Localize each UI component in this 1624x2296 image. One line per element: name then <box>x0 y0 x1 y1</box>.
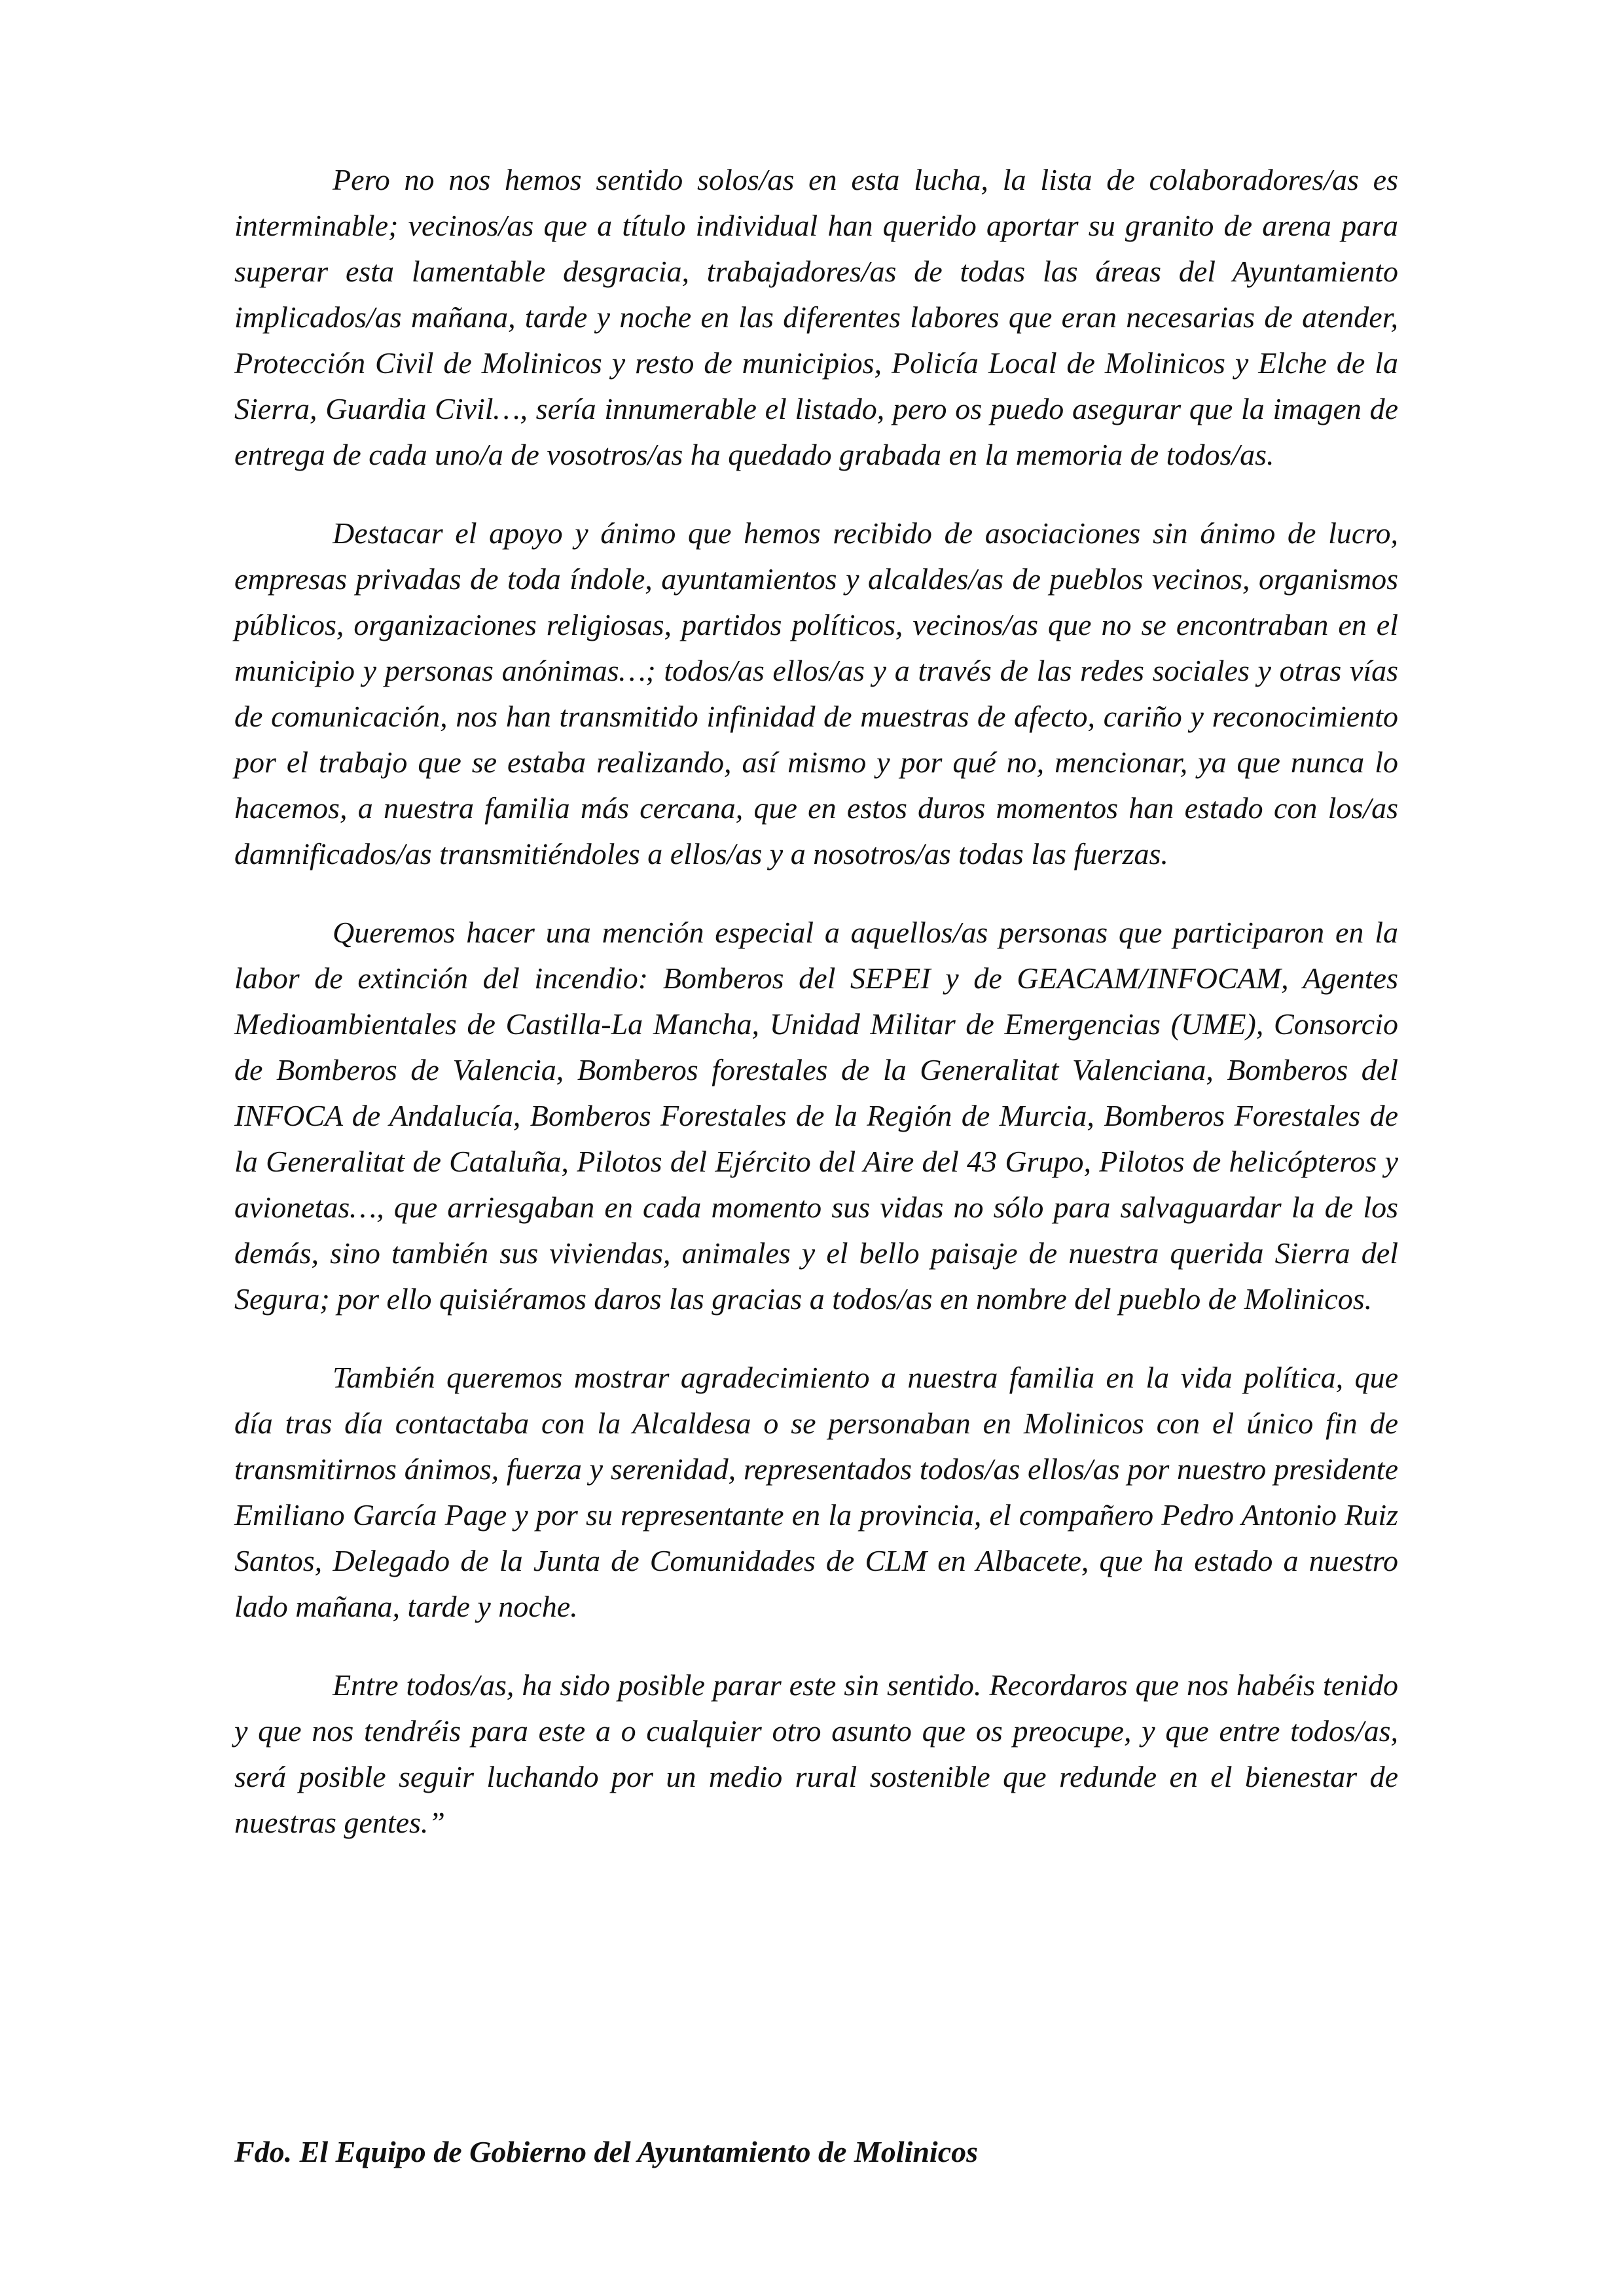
paragraph-political-family: También queremos mostrar agradecimiento a nuestra familia en la vida política, que día tras día contactaba con la Alcaldesa o se personaban en Molinicos con el único fin de transmitirnos ánimos, fuerza y serenidad, representados todos/as ellos/as por nuestro presidente Emiliano García Page y por su representante en la provincia, el compañero Pedro Antonio Ruiz Santos, Delegado de la Junta de Comunidades de CLM en Albacete, que ha estado a nuestro lado mañana, tarde y noche. <box>234 1361 1398 1623</box>
signature: Fdo. El Equipo de Gobierno del Ayuntamiento de Molinicos <box>234 2135 979 2168</box>
document-body <box>234 157 1398 1878</box>
paragraph-closing: Entre todos/as, ha sido posible parar este sin sentido. Recordaros que nos habéis tenido y que nos tendréis para este a o cualquier otro asunto que os preocupe, y que entre todos/as, será posible seguir luchando por un medio rural sostenible que redunde en el bienestar de nuestras gentes.” <box>234 1668 1398 1839</box>
paragraph-support: Destacar el apoyo y ánimo que hemos recibido de asociaciones sin ánimo de lucro, empresas privadas de toda índole, ayuntamientos y alcaldes/as de pueblos vecinos, organismos públicos, organizaciones religiosas, partidos políticos, vecinos/as que no se encontraban en el municipio y personas anónimas…; todos/as ellos/as y a través de las redes sociales y otras vías de comunicación, nos han transmitido infinidad de muestras de afecto, cariño y reconocimiento por el trabajo que se estaba realizando, así mismo y por qué no, mencionar, ya que nunca lo hacemos, a nuestra familia más cercana, que en estos duros momentos han estado con los/as damnificados/as transmitiéndoles a ellos/as y a nosotros/as todas las fuerzas. <box>234 516 1398 870</box>
paragraph-collaborators: Pero no nos hemos sentido solos/as en esta lucha, la lista de colaboradores/as es interminable; vecinos/as que a título individual han querido aportar su granito de arena para superar esta lamentable desgracia, trabajadores/as de todas las áreas del Ayuntamiento implicados/as mañana, tarde y noche en las diferentes labores que eran necesarias de atender, Protección Civil de Molinicos y resto de municipios, Policía Local de Molinicos y Elche de la Sierra, Guardia Civil…, sería innumerable el listado, pero os puedo asegurar que la imagen de entrega de cada uno/a de vosotros/as ha quedado grabada en la memoria de todos/as. <box>234 163 1398 471</box>
paragraph-firefighters: Queremos hacer una mención especial a aquellos/as personas que participaron en la labor de extinción del incendio: Bomberos del SEPEI y de GEACAM/INFOCAM, Agentes Medioambientales de Castilla-La Mancha, Unidad Militar de Emergencias (UME), Consorcio de Bomberos de Valencia, Bomberos forestales de la Generalitat Valenciana, Bomberos del INFOCA de Andalucía, Bomberos Forestales de la Región de Murcia, Bomberos Forestales de la Generalitat de Cataluña, Pilotos del Ejército del Aire del 43 Grupo, Pilotos de helicópteros y avionetas…, que arriesgaban en cada momento sus vidas no sólo para salvaguardar la de los demás, sino también sus viviendas, animales y el bello paisaje de nuestra querida Sierra del Segura; por ello quisiéramos daros las gracias a todos/as en nombre del pueblo de Molinicos. <box>234 916 1398 1316</box>
